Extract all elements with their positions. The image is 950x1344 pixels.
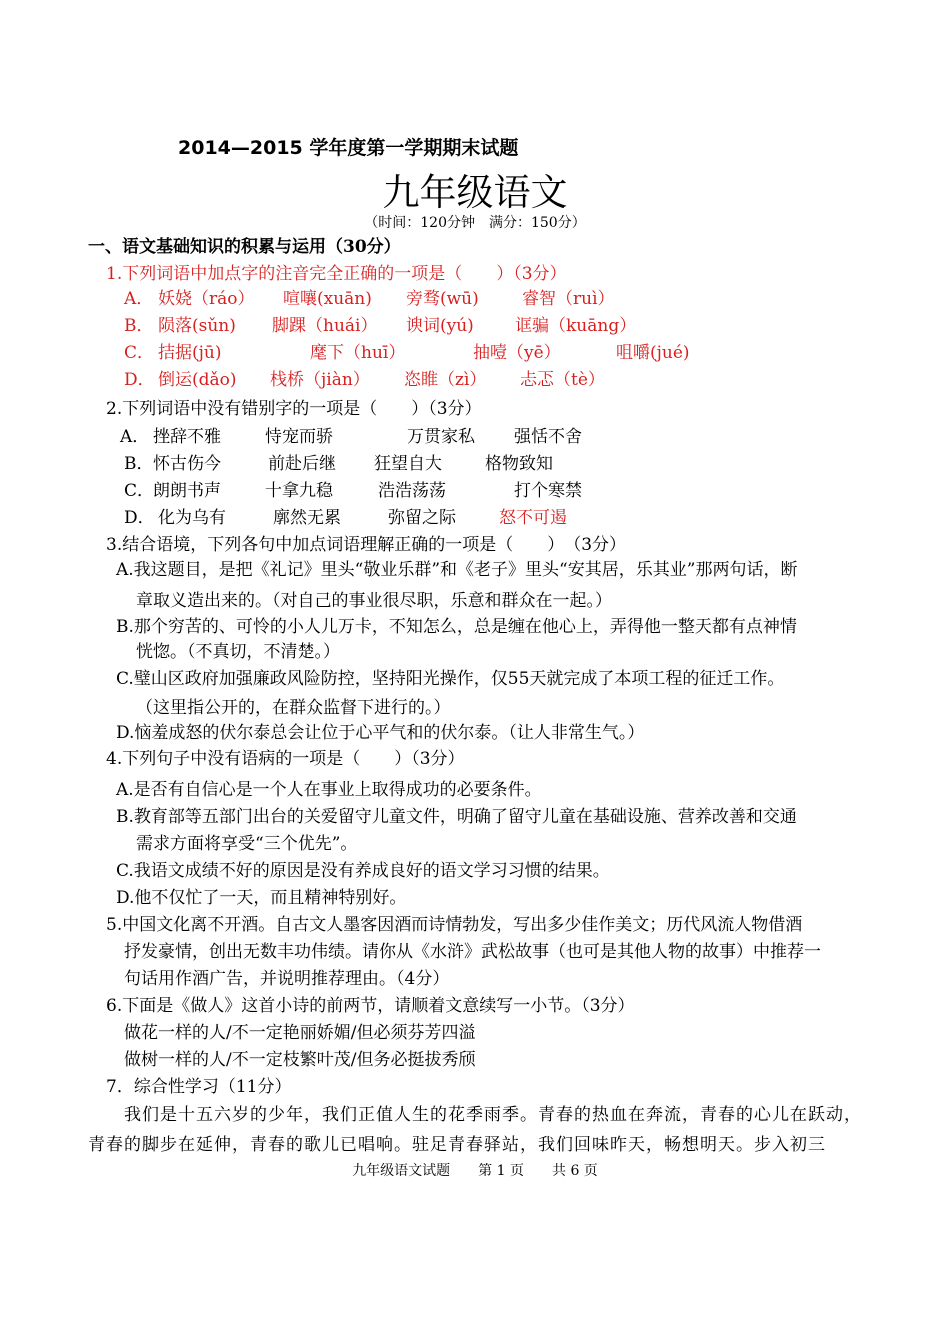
q5-line2: 抒发豪情，创出无数丰功伟绩。请你从《水浒》武松故事（也可是其他人物的故事）中推荐一: [124, 942, 821, 962]
q1-d-item-3: 恣睢（zì）: [404, 370, 487, 390]
q2-d-item-2: 廓然无累: [273, 508, 341, 528]
q1-option-b-label: B．: [124, 316, 154, 336]
q1-c-item-3: 抽噎（yē）: [473, 343, 561, 363]
q1-a-item-3: 旁骛(wū): [406, 289, 479, 309]
q2-d-item-3: 弥留之际: [388, 508, 456, 528]
q1-b-item-1: 陨落(sǔn): [158, 316, 236, 336]
q2-d-item-4: 怒不可遏: [499, 508, 567, 528]
q2-option-d-label: D．: [124, 508, 155, 528]
q3-option-a-line1: A.我这题目，是把《礼记》里头“敬业乐群”和《老子》里头“安其居，乐其业”那两句话，断: [116, 560, 798, 580]
q1-a-item-4: 睿智（ruì）: [522, 289, 615, 309]
q2-a-item-2: 恃宠而骄: [265, 427, 333, 447]
school-year-title: 2014—2015 学年度第一学期期末试题: [178, 137, 519, 159]
q5-line1: 5.中国文化离不开酒。自古文人墨客因酒而诗情勃发，写出多少佳作美文；历代风流人物借酒: [106, 915, 803, 935]
subject-title: 九年级语文: [382, 171, 568, 214]
q2-stem: 2.下列词语中没有错别字的一项是（ ）（3分）: [106, 399, 482, 419]
time-info: （时间：120分钟 满分：150分）: [364, 215, 586, 231]
q2-b-item-3: 狂望自大: [374, 454, 442, 474]
q6-stem: 6.下面是《做人》这首小诗的前两节，请顺着文意续写一小节。（3分）: [106, 996, 635, 1016]
q3-option-b-line1: B.那个穷苦的、可怜的小人儿万卡，不知怎么，总是缠在他心上，弄得他一整天都有点神情: [116, 617, 797, 637]
q1-a-item-1: 妖娆（ráo）: [158, 289, 255, 309]
q2-b-item-2: 前赴后继: [268, 454, 336, 474]
q2-option-c-label: C．: [124, 481, 155, 501]
q1-d-item-1: 倒运(dǎo): [158, 370, 237, 390]
q4-option-b-line1: B.教育部等五部门出台的关爱留守儿童文件，明确了留守儿童在基础设施、营养改善和交通: [116, 807, 797, 827]
q1-option-a-label: A．: [124, 289, 154, 309]
q7-paragraph: 我们是十五六岁的少年，我们正值人生的花季雨季。青春的热血在奔流，青春的心儿在跃动，青春的脚步在延伸，青春的歌儿已唱响。驻足青春驿站，我们回味昨天，畅想明天。步入初三: [88, 1105, 862, 1155]
q2-c-item-4: 打个寒禁: [514, 481, 582, 501]
q1-d-item-2: 栈桥（jiàn）: [270, 370, 370, 390]
q1-stem: 1.下列词语中加点字的注音完全正确的一项是（ ）（3分）: [106, 264, 567, 284]
q2-c-item-2: 十拿九稳: [265, 481, 333, 501]
q1-b-item-2: 脚踝（huái）: [272, 316, 378, 336]
q7-stem: 7．综合性学习（11分）: [106, 1077, 292, 1097]
q2-a-item-4: 强恬不舍: [514, 427, 582, 447]
q4-stem: 4.下列句子中没有语病的一项是（ ）（3分）: [106, 749, 465, 769]
q3-option-c-line1: C.璧山区政府加强廉政风险防控，坚持阳光操作，仅55天就完成了本项工程的征迁工作。: [116, 669, 785, 689]
q2-a-item-1: 挫辞不雅: [153, 427, 221, 447]
q1-c-item-4: 咀嚼(jué): [616, 343, 690, 363]
q4-option-a: A.是否有自信心是一个人在事业上取得成功的必要条件。: [116, 780, 542, 800]
q5-line3: 句话用作酒广告，并说明推荐理由。（4分）: [124, 969, 450, 989]
section-1-title: 一、语文基础知识的积累与运用（30分）: [88, 237, 401, 257]
q2-c-item-3: 浩浩荡荡: [378, 481, 446, 501]
q1-d-item-4: 忐忑（tè）: [520, 370, 605, 390]
q2-b-item-1: 怀古伤今: [153, 454, 221, 474]
q1-b-item-3: 谀词(yú): [406, 316, 474, 336]
q1-option-c-label: C．: [124, 343, 155, 363]
q3-option-c-line2: （这里指公开的，在群众监督下进行的。）: [136, 698, 451, 718]
q3-stem: 3.结合语境，下列各句中加点词语理解正确的一项是（ ） （3分）: [106, 535, 627, 555]
q4-option-b-line2: 需求方面将享受“三个优先”。: [136, 834, 358, 854]
q2-option-b-label: B．: [124, 454, 154, 474]
q6-poem-line1: 做花一样的人/不一定艳丽娇媚/但必须芬芳四溢: [124, 1023, 476, 1043]
q1-option-d-label: D．: [124, 370, 155, 390]
q2-option-a-label: A．: [120, 427, 150, 447]
q1-c-item-2: 麾下（huī）: [310, 343, 406, 363]
q2-c-item-1: 朗朗书声: [153, 481, 221, 501]
q1-b-item-4: 诓骗（kuāng）: [515, 316, 637, 336]
q3-option-a-line2: 章取义造出来的。（对自己的事业很尽职，乐意和群众在一起。）: [136, 591, 612, 611]
q3-option-d: D.恼羞成怒的伏尔泰总会让位于心平气和的伏尔泰。（让人非常生气。）: [116, 723, 645, 743]
q6-poem-line2: 做树一样的人/不一定枝繁叶茂/但务必挺拔秀颀: [124, 1050, 476, 1070]
q4-option-d: D.他不仅忙了一天，而且精神特别好。: [116, 888, 407, 908]
q3-option-b-line2: 恍惚。（不真切，不清楚。）: [136, 642, 340, 662]
q2-d-item-1: 化为乌有: [158, 508, 226, 528]
q1-a-item-2: 喧嚷(xuān): [283, 289, 372, 309]
q4-option-c: C.我语文成绩不好的原因是没有养成良好的语文学习习惯的结果。: [116, 861, 610, 881]
page-footer: 九年级语文试题 第 1 页 共 6 页: [352, 1163, 598, 1179]
q2-b-item-4: 格物致知: [485, 454, 553, 474]
q1-c-item-1: 拮据(jū): [158, 343, 222, 363]
q2-a-item-3: 万贯家私: [407, 427, 475, 447]
